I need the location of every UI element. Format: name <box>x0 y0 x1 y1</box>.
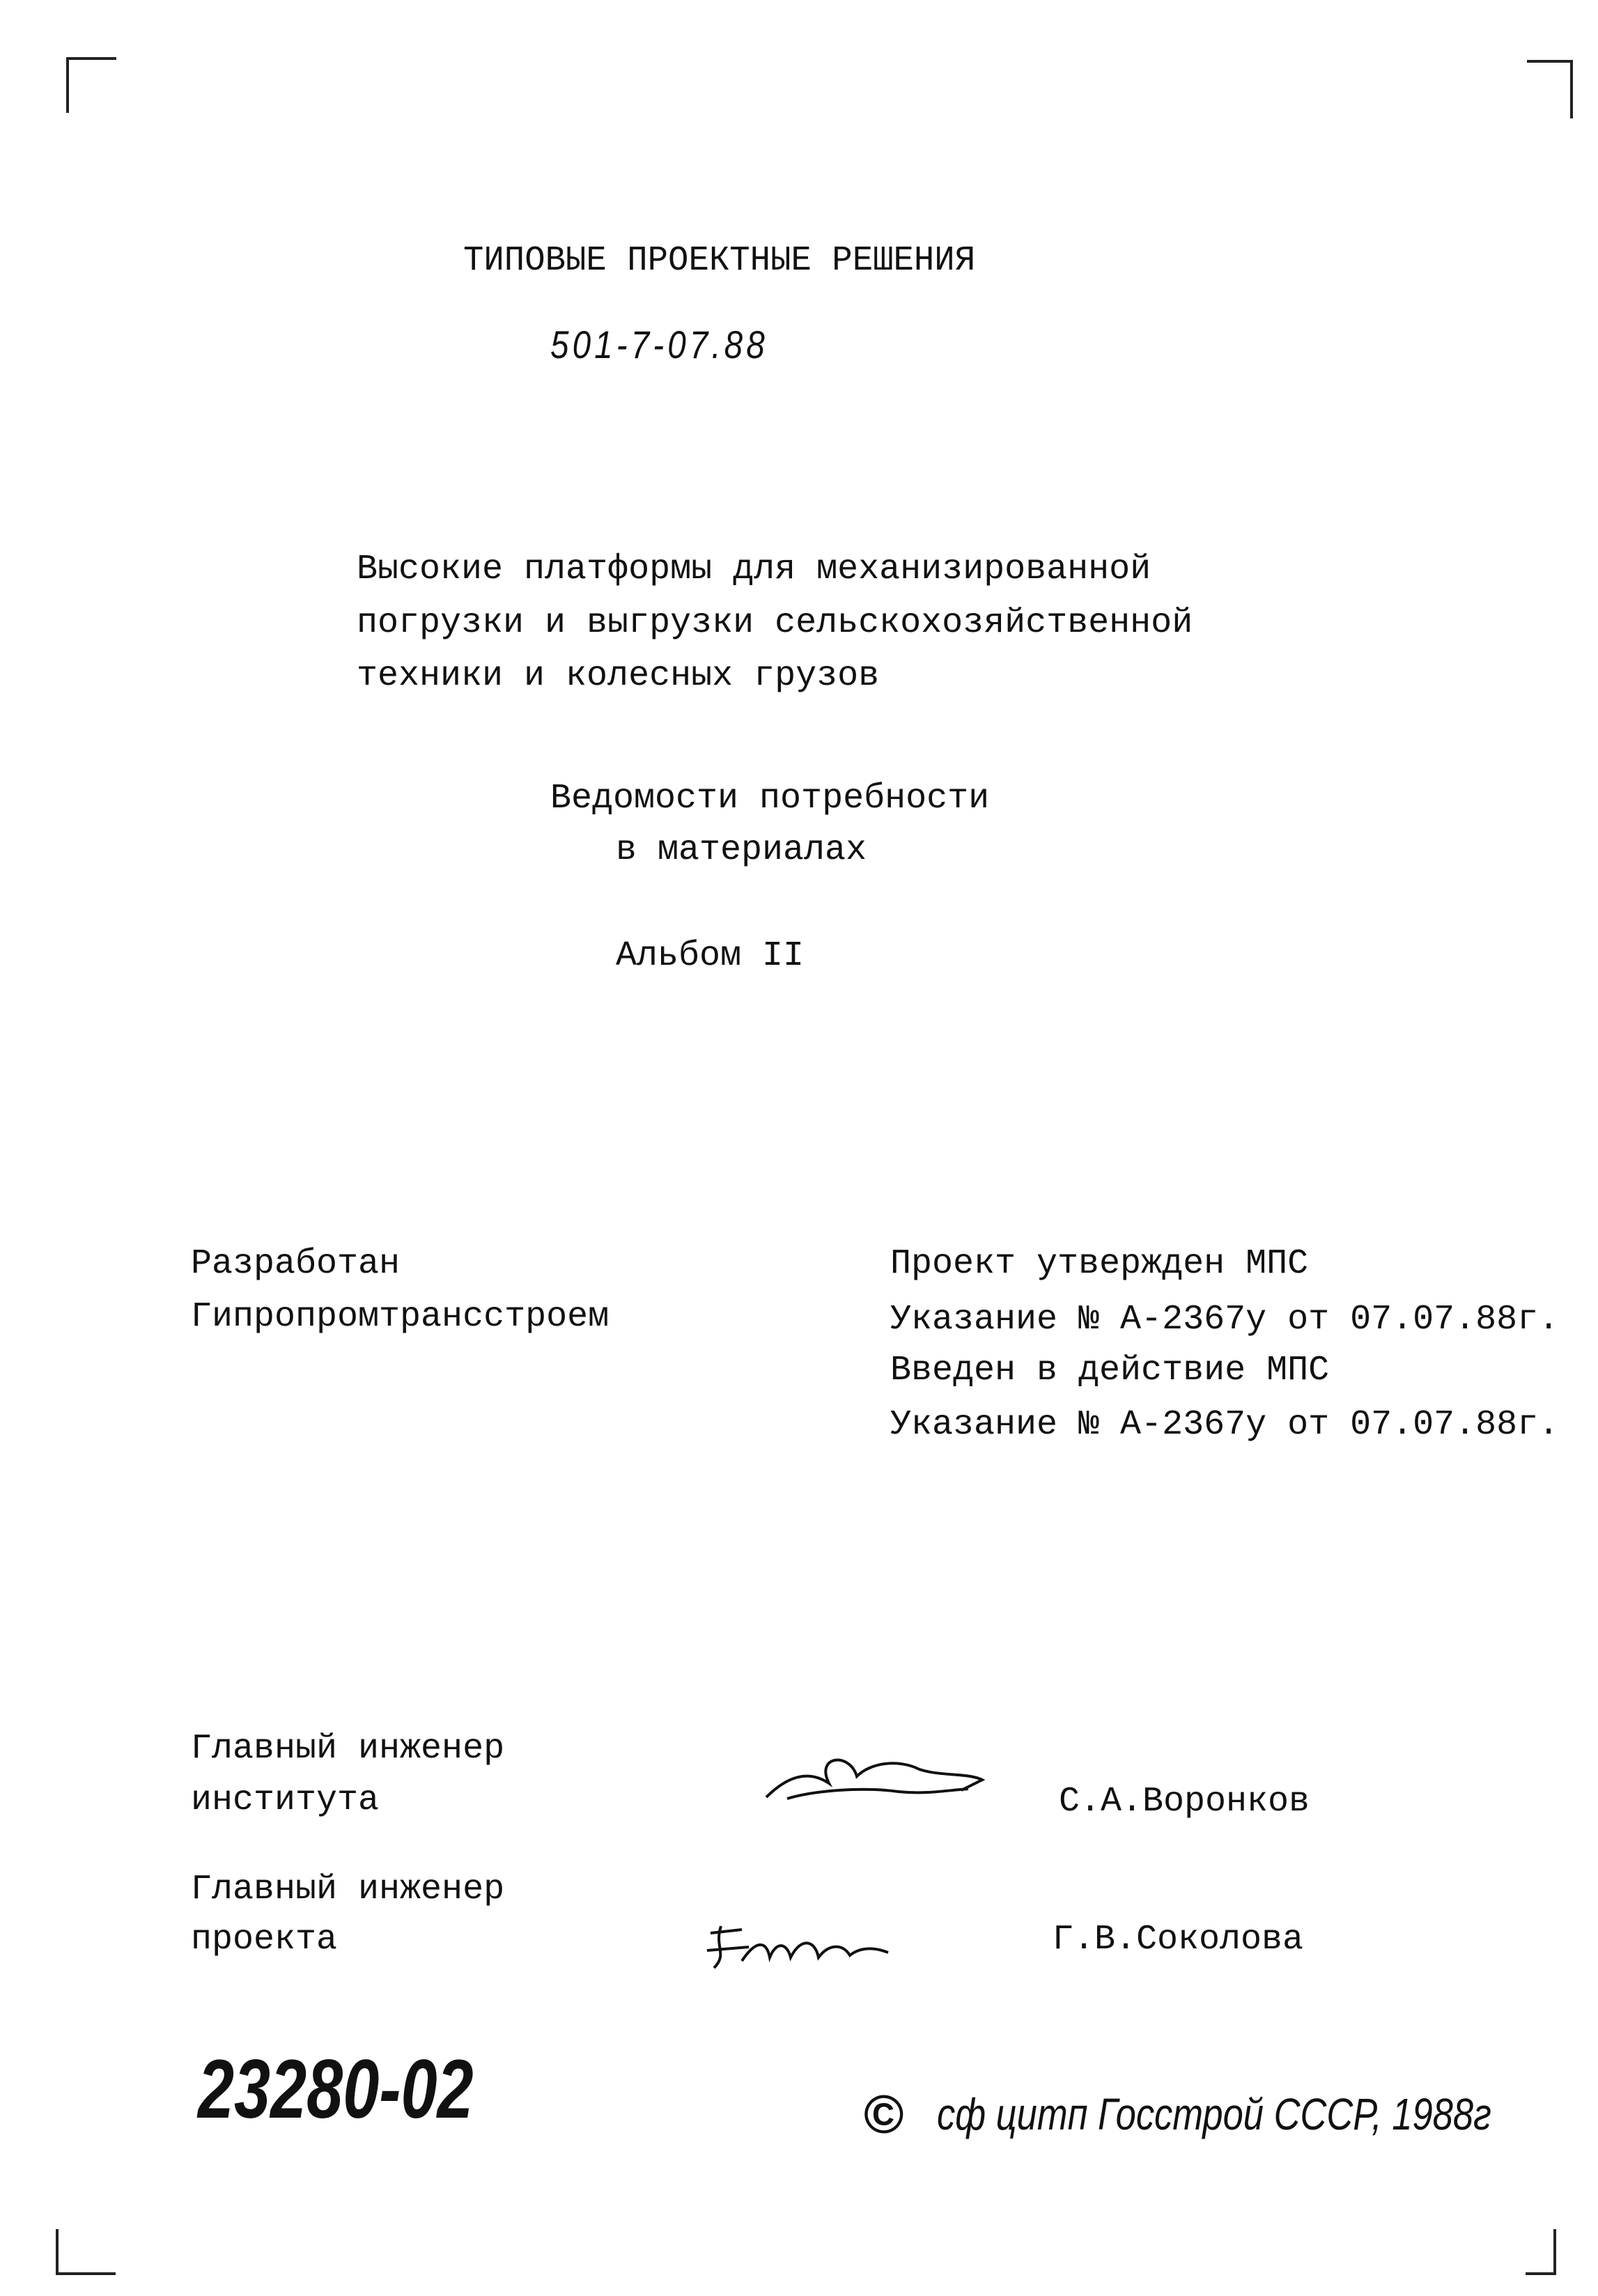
signature-voronkov <box>759 1748 989 1811</box>
corner-mark-top-right <box>1570 60 1573 118</box>
corner-mark-bottom-right <box>1526 2272 1556 2275</box>
title-line: Высокие платформы для механизированной <box>357 550 1151 589</box>
copyright-text: сф цитп Госстрой СССР, 1988г <box>937 2089 1491 2139</box>
signatory-name: Г.В.Соколова <box>1053 1920 1304 1960</box>
developer-line: Разработан <box>191 1244 401 1284</box>
corner-mark-top-left <box>66 57 116 60</box>
signatory-role: института <box>191 1781 380 1820</box>
inventory-number: 23280-02 <box>198 2042 474 2136</box>
approval-line: Проект утвержден МПС <box>890 1244 1309 1284</box>
signatory-role: проекта <box>191 1920 338 1960</box>
album-number: Альбом II <box>616 936 805 976</box>
developer-line: Гипропромтрансстроем <box>191 1297 610 1337</box>
corner-mark-bottom-right <box>1553 2229 1556 2275</box>
corner-mark-top-left <box>66 57 69 113</box>
corner-mark-bottom-left <box>56 2272 116 2275</box>
subtitle-line: Ведомости потребности <box>550 779 990 819</box>
approval-line: Введен в действие МПС <box>890 1351 1330 1390</box>
subtitle-line: в материалах <box>616 830 867 870</box>
corner-mark-top-right <box>1527 60 1573 63</box>
series-title: ТИПОВЫЕ ПРОЕКТНЫЕ РЕШЕНИЯ <box>463 241 976 281</box>
title-line: погрузки и выгрузки сельскохозяйственной <box>357 603 1193 643</box>
approval-line: Указание № А-2367у от 07.07.88г. <box>890 1405 1560 1445</box>
signatory-role: Главный инженер <box>191 1870 505 1909</box>
project-code: 501-7-07.88 <box>550 323 768 366</box>
title-line: техники и колесных грузов <box>357 656 880 696</box>
copyright-symbol: © <box>864 2084 904 2145</box>
signatory-name: С.А.Воронков <box>1059 1782 1310 1822</box>
corner-mark-bottom-left <box>56 2229 59 2275</box>
approval-line: Указание № А-2367у от 07.07.88г. <box>890 1300 1560 1340</box>
signatory-role: Главный инженер <box>191 1729 505 1769</box>
signature-sokolova <box>700 1912 902 1982</box>
